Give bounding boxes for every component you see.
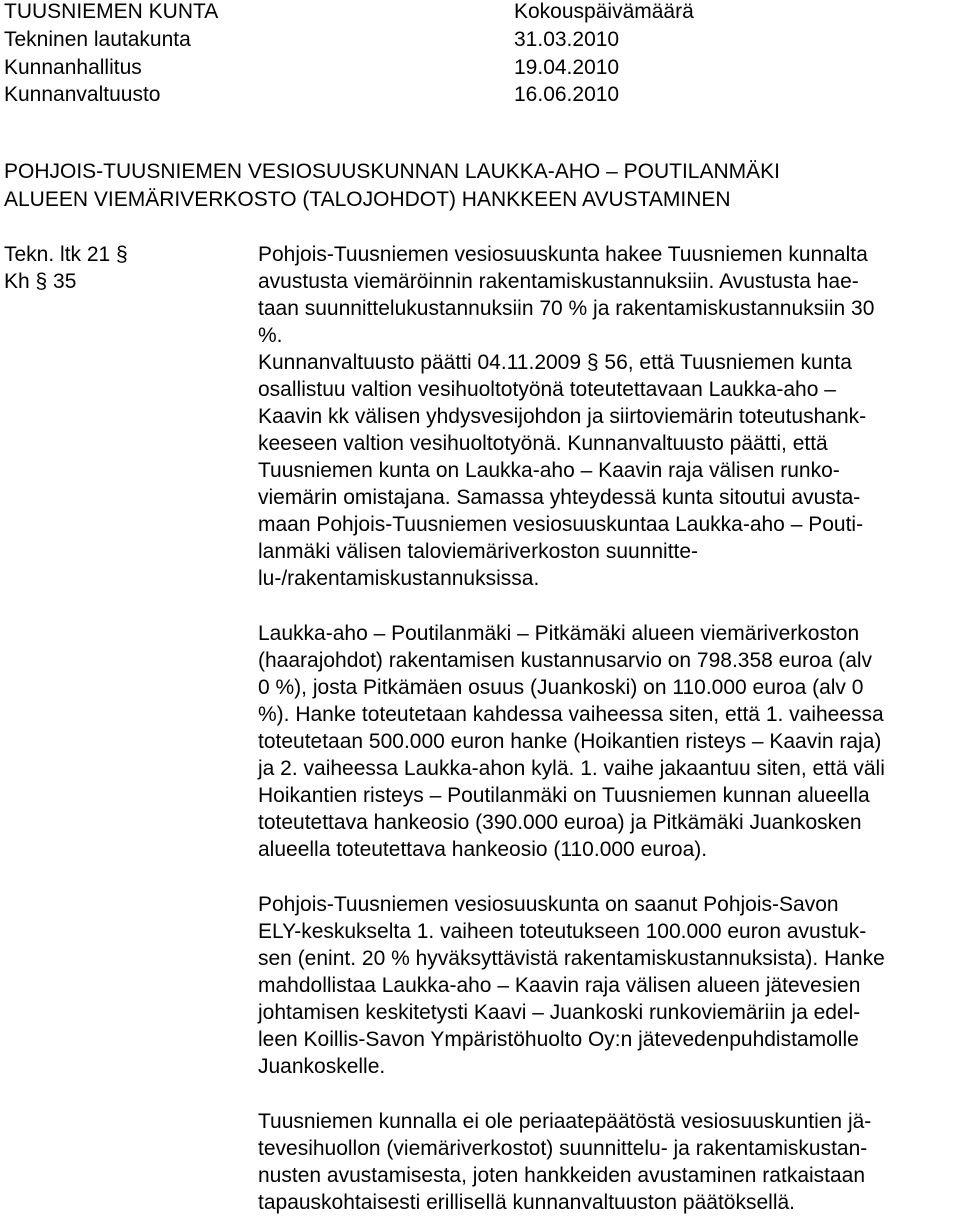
text-line: Tuusniemen kunnalla ei ole periaatepäätöstä vesiosuuskuntien jä- bbox=[258, 1110, 872, 1133]
text-line: taan suunnittelukustannuksiin 70 % ja rakentamiskustannuksiin 30 bbox=[258, 297, 875, 320]
text-line: Hoikantien risteys – Poutilanmäki on Tuusniemen kunnan alueella bbox=[258, 784, 870, 807]
text-line: osallistuu valtion vesihuoltotyönä toteutettavaan Laukka-aho – bbox=[258, 378, 836, 401]
text-line: Pohjois-Tuusniemen vesiosuuskunta hakee Tuusniemen kunnalta bbox=[258, 243, 868, 266]
text-line: johtamisen keskitetysti Kaavi – Juankoski runkoviemäriin ja edel- bbox=[258, 1001, 861, 1024]
text-line: lu-/rakentamiskustannuksissa. bbox=[258, 567, 540, 590]
committee-name: Tekninen lautakunta bbox=[4, 28, 191, 51]
title-line-2: ALUEEN VIEMÄRIVERKOSTO (TALOJOHDOT) HANKKEEN AVUSTAMINEN bbox=[4, 188, 731, 211]
text-line: 0 %), josta Pitkämäen osuus (Juankoski) on 110.000 euroa (alv 0 bbox=[258, 676, 864, 699]
text-line: ja 2. vaiheessa Laukka-ahon kylä. 1. vaihe jakaantuu siten, että väli bbox=[258, 757, 885, 780]
text-line: viemärin omistajana. Samassa yhteydessä kunta sitoutui avusta- bbox=[258, 486, 861, 509]
text-line: nusten avustamisesta, joten hankkeiden avustaminen ratkaistaan bbox=[258, 1164, 866, 1187]
text-line: avustusta viemäröinnin rakentamiskustannuksiin. Avustusta hae- bbox=[258, 270, 859, 293]
text-line: alueella toteutettava hankeosio (110.000 euroa). bbox=[258, 838, 708, 861]
text-line: lanmäki välisen taloviemäriverkoston suunnitte- bbox=[258, 540, 699, 563]
text-line: keeseen valtion vesihuoltotyönä. Kunnanvaltuusto päätti, että bbox=[258, 432, 828, 455]
text-line: Juankoskelle. bbox=[258, 1055, 386, 1078]
municipality-name: TUUSNIEMEN KUNTA bbox=[4, 0, 219, 23]
text-line: Kaavin kk välisen yhdysvesijohdon ja siirtoviemärin toteutushank- bbox=[258, 405, 867, 428]
meeting-date-label: Kokouspäivämäärä bbox=[514, 0, 694, 23]
board-date: 19.04.2010 bbox=[514, 56, 620, 79]
title-line-1: POHJOIS-TUUSNIEMEN VESIOSUUSKUNNAN LAUKKA-AHO – POUTILANMÄKI bbox=[4, 160, 780, 183]
text-line: mahdollistaa Laukka-aho – Kaavin raja välisen alueen jätevesien bbox=[258, 974, 861, 997]
council-date: 16.06.2010 bbox=[514, 83, 620, 106]
text-line: %. bbox=[258, 324, 283, 347]
text-line: maan Pohjois-Tuusniemen vesiosuuskuntaa Laukka-aho – Pouti- bbox=[258, 513, 864, 536]
text-line: leen Koillis-Savon Ympäristöhuolto Oy:n jätevedenpuhdistamolle bbox=[258, 1028, 859, 1051]
technical-committee-ref: Tekn. ltk 21 § bbox=[4, 243, 128, 266]
board-ref: Kh § 35 bbox=[4, 270, 77, 293]
board-name: Kunnanhallitus bbox=[4, 56, 142, 79]
text-line: tapauskohtaisesti erillisellä kunnanvaltuuston päätöksellä. bbox=[258, 1191, 795, 1214]
text-line: %). Hanke toteutetaan kahdessa vaiheessa siten, että 1. vaiheessa bbox=[258, 703, 884, 726]
text-line: tevesihuollon (viemäriverkostot) suunnittelu- ja rakentamiskustan- bbox=[258, 1137, 868, 1160]
text-line: ELY-keskukselta 1. vaiheen toteutukseen 100.000 euron avustuk- bbox=[258, 920, 867, 943]
text-line: sen (enint. 20 % hyväksyttävistä rakentamiskustannuksista). Hanke bbox=[258, 947, 885, 970]
committee-date: 31.03.2010 bbox=[514, 28, 620, 51]
text-line: (haarajohdot) rakentamisen kustannusarvio on 798.358 euroa (alv bbox=[258, 649, 873, 672]
text-line: Kunnanvaltuusto päätti 04.11.2009 § 56, että Tuusniemen kunta bbox=[258, 351, 852, 374]
text-line: Tuusniemen kunta on Laukka-aho – Kaavin raja välisen runko- bbox=[258, 459, 840, 482]
text-line: Pohjois-Tuusniemen vesiosuuskunta on saanut Pohjois-Savon bbox=[258, 893, 839, 916]
text-line: Laukka-aho – Poutilanmäki – Pitkämäki alueen viemäriverkoston bbox=[258, 622, 860, 645]
council-name: Kunnanvaltuusto bbox=[4, 83, 161, 106]
text-line: toteutetaan 500.000 euron hanke (Hoikantien risteys – Kaavin raja) bbox=[258, 730, 882, 753]
text-line: toteutettava hankeosio (390.000 euroa) ja Pitkämäki Juankosken bbox=[258, 811, 862, 834]
